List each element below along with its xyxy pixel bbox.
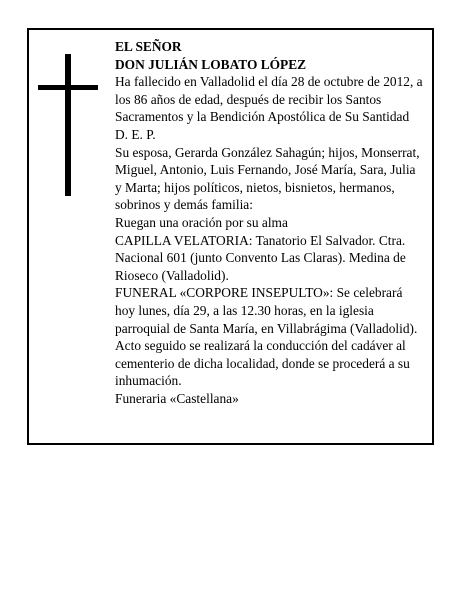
cross-horizontal-bar [38,85,98,90]
funeral-home: Funeraria «Castellana» [115,390,239,406]
obituary-text [115,38,423,407]
prayer-request: Ruegan una oración por su alma [115,214,288,230]
latin-cross-icon [38,54,98,196]
family-list: Su esposa, Gerarda González Sahagún; hijos, Monserrat, Miguel, Antonio, Luis Fernando, José María, Sara, Julia y Marta; hijos políticos, nietos, bisnietos, hermanos, sobrinos y demás familia: [115,144,420,213]
cross-vertical-bar [65,54,71,196]
chapel-info: CAPILLA VELATORIA: Tanatorio El Salvador. Ctra. Nacional 601 (junto Convento Las Claras). Medina de Rioseco (Valladolid). [115,232,406,283]
death-announcement: Ha fallecido en Valladolid el día 28 de octubre de 2012, a los 86 años de edad, después de recibir los Santos Sacramentos y la Bendición Apostólica de Su Santidad D. E. P. [115,74,423,142]
notice-title: EL SEÑOR [115,39,182,54]
deceased-name: DON JULIÁN LOBATO LÓPEZ [115,56,307,72]
funeral-info: FUNERAL «CORPORE INSEPULTO»: Se celebrará hoy lunes, día 29, a las 12.30 horas, en la iglesia parroquial de Santa María, en Villabrágima (Valladolid). Acto seguido se realizará la conducción del cadáver al cementerio de dicha localidad, donde se procederá a su inhumación. [115,285,418,389]
